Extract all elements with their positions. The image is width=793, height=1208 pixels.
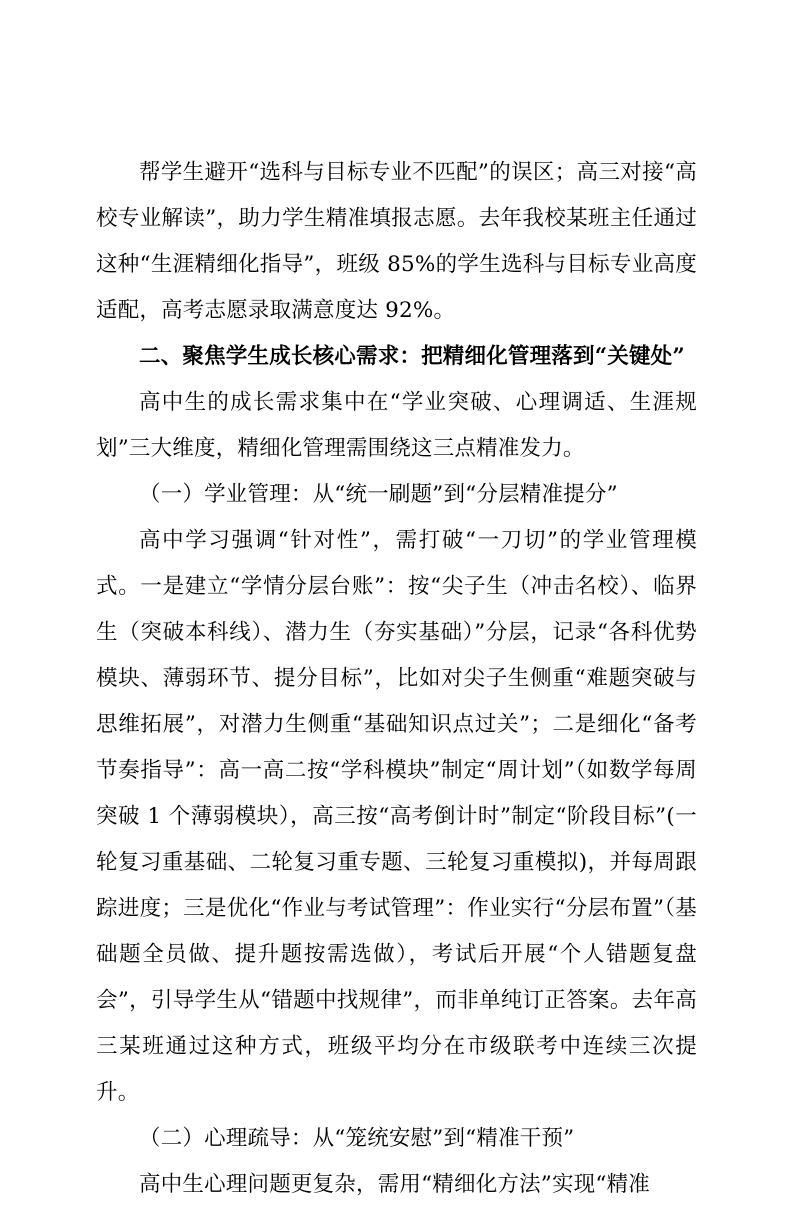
paragraph-section-two-intro: 高中生的成长需求集中在“学业突破、心理调适、生涯规划”三大维度，精细化管理需围绕这三点精准发力。 [96, 390, 697, 461]
paragraph-psychological-intro: 高中生心理问题更复杂，需用“精细化方法”实现“精准 [139, 1172, 650, 1197]
subsection-heading-academic: （一）学业管理：从“统一刷题”到“分层精准提分” [139, 482, 618, 507]
subsection-heading-psychological: （二）心理疏导：从“笼统安慰”到“精准干预” [139, 1126, 575, 1151]
paragraph-academic-management: 高中学习强调“针对性”，需打破“一刀切”的学业管理模式。一是建立“学情分层台账”：按“尖子生（冲击名校）、临界生（突破本科线）、潜力生（夯实基础）”分层，记录“各科优势模块、薄弱环节、提分目标”，比如对尖子生侧重“难题突破与思维拓展”，对潜力生侧重“基础知识点过关”；二是细化“备考节奏指导”：高一高二按“学科模块”制定“周计划”（如数学每周突破 1 个薄弱模块），高三按“高考倒计时”制定“阶段目标”(一轮复习重基础、二轮复习重专题、三轮复习重模拟)，并每周跟踪进度；三是优化“作业与考试管理”：作业实行“分层布置”（基础题全员做、提升题按需选做），考试后开展“个人错题复盘会”，引导学生从“错题中找规律”，而非单纯订正答案。去年高三某班通过这种方式，班级平均分在市级联考中连续三次提升。 [96, 528, 697, 1105]
section-heading-two: 二、聚焦学生成长核心需求：把精细化管理落到“关键处” [139, 344, 685, 369]
document-body [96, 150, 697, 1208]
paragraph-continuation: 帮学生避开“选科与目标专业不匹配”的误区；高三对接“高校专业解读”，助力学生精准填报志愿。去年我校某班主任通过这种“生涯精细化指导”，班级 85%的学生选科与目标专业高度适配，高考志愿录取满意度达 92%。 [96, 160, 697, 323]
